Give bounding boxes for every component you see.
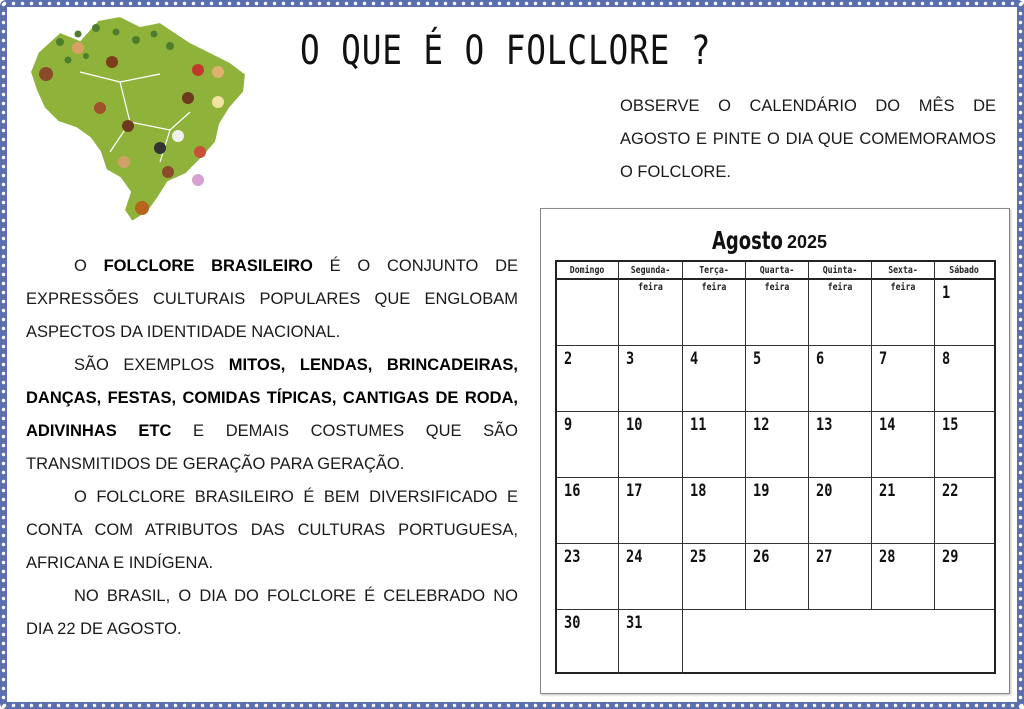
calendar-day-cell[interactable] bbox=[872, 412, 935, 478]
calendar-day-number: 29 bbox=[942, 547, 959, 567]
paragraph-1-bold: FOLCLORE BRASILEIRO bbox=[103, 257, 313, 275]
paragraph-1-start: O bbox=[74, 257, 104, 275]
calendar-day-number: 25 bbox=[690, 547, 707, 567]
calendar-day-number: 21 bbox=[879, 481, 896, 501]
paragraph-2-end: E DEMAIS COSTUMES QUE SÃO TRANSMITIDOS DE GERAÇÃO PARA GERAÇÃO. bbox=[26, 422, 518, 473]
calendar-empty-cell bbox=[683, 280, 746, 346]
calendar-day-cell[interactable] bbox=[619, 478, 683, 544]
calendar-day-cell[interactable] bbox=[619, 610, 683, 674]
calendar-day-cell[interactable] bbox=[683, 478, 746, 544]
calendar-day-number: 14 bbox=[879, 415, 896, 435]
calendar-day-number: 6 bbox=[816, 349, 825, 369]
weekday-header: Segunda-feira bbox=[619, 262, 683, 280]
calendar-day-number: 23 bbox=[564, 547, 581, 567]
calendar-day-cell[interactable] bbox=[619, 544, 683, 610]
border-dots-left bbox=[1, 0, 6, 709]
brazil-folklore-map-illustration bbox=[20, 12, 252, 238]
calendar-day-cell[interactable] bbox=[809, 544, 872, 610]
calendar-day-number: 4 bbox=[690, 349, 699, 369]
border-dots-top bbox=[0, 1, 1024, 6]
calendar-month: Agosto bbox=[712, 226, 783, 255]
calendar-day-cell[interactable] bbox=[872, 544, 935, 610]
paragraph-2-bold: MITOS, LENDAS, BRINCADEIRAS, DANÇAS, FESTAS, COMIDAS TÍPICAS, CANTIGAS DE RODA, ADIVINHAS ETC bbox=[26, 356, 519, 440]
calendar-grid bbox=[555, 260, 996, 674]
calendar-day-cell[interactable] bbox=[872, 478, 935, 544]
calendar-day-cell[interactable] bbox=[935, 478, 994, 544]
calendar-day-number: 11 bbox=[690, 415, 707, 435]
calendar-day-cell[interactable] bbox=[683, 346, 746, 412]
calendar-day-number: 30 bbox=[564, 613, 581, 633]
calendar-empty-cell bbox=[746, 280, 809, 346]
paragraph-1-end: É O CONJUNTO DE EXPRESSÕES CULTURAIS POPULARES QUE ENGLOBAM ASPECTOS DA IDENTIDADE NACIONAL. bbox=[26, 257, 518, 341]
calendar-day-number: 26 bbox=[753, 547, 770, 567]
calendar-day-cell[interactable] bbox=[746, 346, 809, 412]
calendar-day-cell[interactable] bbox=[557, 346, 619, 412]
calendar-day-cell[interactable] bbox=[683, 544, 746, 610]
paragraph-1 bbox=[26, 250, 518, 349]
calendar-day-number: 3 bbox=[626, 349, 635, 369]
folklore-explanation bbox=[26, 250, 518, 646]
calendar-day-number: 13 bbox=[816, 415, 833, 435]
paragraph-4: NO BRASIL, O DIA DO FOLCLORE É CELEBRADO NO DIA 22 DE AGOSTO. bbox=[26, 587, 518, 638]
calendar-day-number: 18 bbox=[690, 481, 707, 501]
paragraph-2-start: SÃO EXEMPLOS bbox=[74, 356, 229, 374]
calendar-empty-cell bbox=[619, 280, 683, 346]
calendar-empty-cell bbox=[557, 280, 619, 346]
calendar-day-number: 8 bbox=[942, 349, 951, 369]
calendar-day-number: 9 bbox=[564, 415, 573, 435]
calendar-day-number: 7 bbox=[879, 349, 888, 369]
calendar-day-cell[interactable] bbox=[935, 412, 994, 478]
page-title: O QUE É O FOLCLORE ? bbox=[300, 28, 712, 74]
calendar-day-number: 5 bbox=[753, 349, 762, 369]
weekday-header: Quarta-feira bbox=[746, 262, 809, 280]
weekday-header: Sábado bbox=[935, 262, 994, 280]
calendar-day-number: 17 bbox=[626, 481, 643, 501]
calendar-day-cell[interactable] bbox=[683, 412, 746, 478]
calendar-day-cell[interactable] bbox=[557, 544, 619, 610]
paragraph-3: O FOLCLORE BRASILEIRO É BEM DIVERSIFICADO E CONTA COM ATRIBUTOS DAS CULTURAS PORTUGUESA, AFRICANA E INDÍGENA. bbox=[26, 488, 518, 572]
border-dots-bottom bbox=[0, 703, 1024, 708]
calendar-day-number: 22 bbox=[942, 481, 959, 501]
calendar-day-cell[interactable] bbox=[809, 346, 872, 412]
instruction-text: OBSERVE O CALENDÁRIO DO MÊS DE AGOSTO E PINTE O DIA QUE COMEMORAMOS O FOLCLORE. bbox=[620, 97, 996, 181]
calendar-day-cell[interactable] bbox=[619, 412, 683, 478]
calendar-empty-cell bbox=[809, 280, 872, 346]
calendar-day-number: 1 bbox=[942, 283, 951, 303]
calendar-empty-cell bbox=[683, 610, 994, 674]
calendar-day-number: 10 bbox=[626, 415, 643, 435]
calendar-day-cell[interactable] bbox=[809, 412, 872, 478]
calendar-day-number: 16 bbox=[564, 481, 581, 501]
weekday-header: Terça-feira bbox=[683, 262, 746, 280]
calendar-day-cell[interactable] bbox=[935, 544, 994, 610]
calendar-day-cell[interactable] bbox=[746, 412, 809, 478]
calendar-day-number: 31 bbox=[626, 613, 643, 633]
calendar-day-cell[interactable] bbox=[746, 544, 809, 610]
calendar-day-number: 27 bbox=[816, 547, 833, 567]
weekday-header: Quinta-feira bbox=[809, 262, 872, 280]
calendar-day-number: 20 bbox=[816, 481, 833, 501]
calendar-day-number: 15 bbox=[942, 415, 959, 435]
calendar-day-cell[interactable] bbox=[557, 610, 619, 674]
calendar-day-cell[interactable] bbox=[557, 478, 619, 544]
calendar-day-number: 12 bbox=[753, 415, 770, 435]
calendar-day-cell[interactable] bbox=[935, 280, 994, 346]
calendar-day-cell[interactable] bbox=[935, 346, 994, 412]
calendar-year: 2025 bbox=[787, 232, 828, 252]
calendar-day-cell[interactable] bbox=[872, 346, 935, 412]
paragraph-2 bbox=[26, 349, 518, 481]
calendar-day-number: 19 bbox=[753, 481, 770, 501]
calendar-day-cell[interactable] bbox=[809, 478, 872, 544]
calendar-empty-cell bbox=[872, 280, 935, 346]
calendar-day-cell[interactable] bbox=[557, 412, 619, 478]
calendar-day-number: 28 bbox=[879, 547, 896, 567]
weekday-header: Domingo bbox=[557, 262, 619, 280]
calendar-day-cell[interactable] bbox=[619, 346, 683, 412]
calendar-day-cell[interactable] bbox=[746, 478, 809, 544]
border-dots-right bbox=[1018, 0, 1023, 709]
weekday-header: Sexta-feira bbox=[872, 262, 935, 280]
calendar-day-number: 24 bbox=[626, 547, 643, 567]
calendar-day-number: 2 bbox=[564, 349, 573, 369]
